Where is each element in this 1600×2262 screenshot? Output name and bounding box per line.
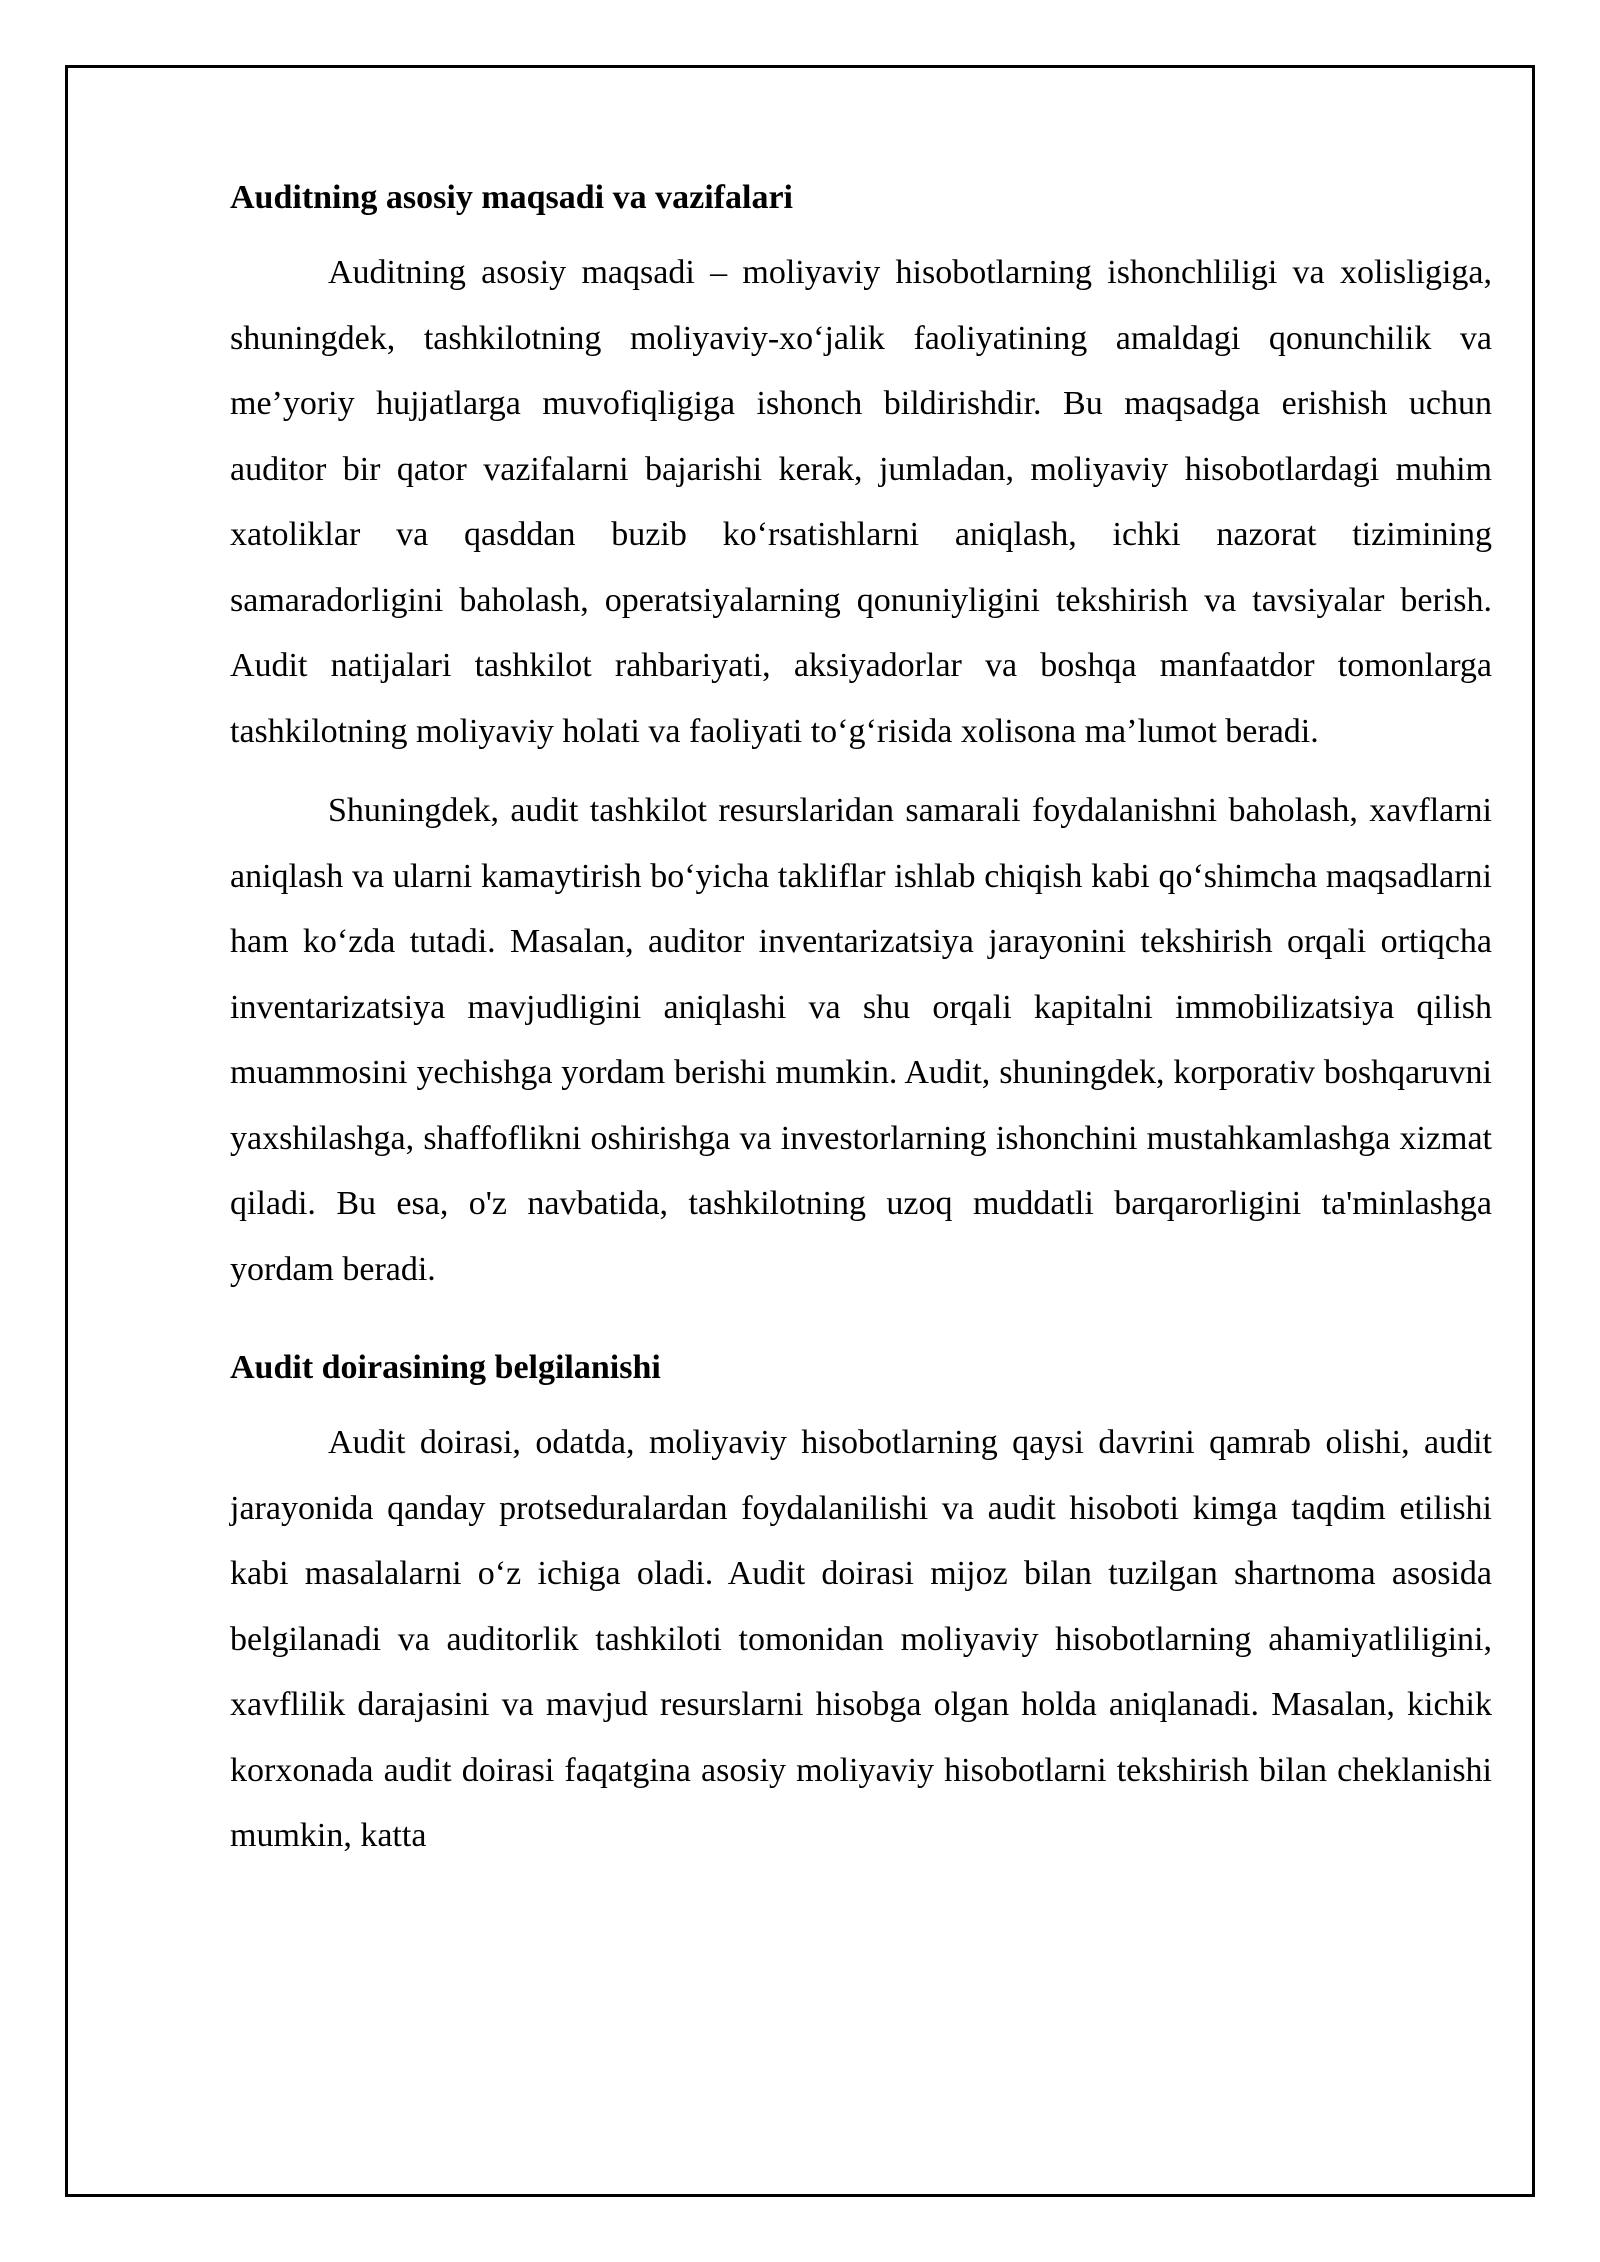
paragraph-audit-goals-1: Auditning asosiy maqsadi – moliyaviy hisobotlarning ishonchliligi va xolisligiga, shuningdek, tashkilotning moliyaviy-xo‘jalik faoliyatining amaldagi qonunchilik va me’yoriy hujjatlarga muvofiqligiga ishonch bildirishdir. Bu maqsadga erishish uchun auditor bir qator vazifalarni bajarishi kerak, jumladan, moliyaviy hisobotlardagi muhim xatoliklar va qasddan buzib ko‘rsatishlarni aniqlash, ichki nazorat tizimining samaradorligini baholash, operatsiyalarning qonuniyligini tekshirish va tavsiyalar berish. Audit natijalari tashkilot rahbariyati, aksiyadorlar va boshqa manfaatdor tomonlarga tashkilotning moliyaviy holati va faoliyati to‘g‘risida xolisona ma’lumot beradi. bbox=[230, 254, 1492, 750]
section-heading-audit-goals: Auditning asosiy maqsadi va vazifalari bbox=[230, 179, 793, 216]
section-heading-audit-scope: Audit doirasining belgilanishi bbox=[230, 1349, 661, 1386]
paragraph-audit-scope-1: Audit doirasi, odatda, moliyaviy hisobotlarning qaysi davrini qamrab olishi, audit jarayonida qanday protseduralardan foydalanilishi va audit hisoboti kimga taqdim etilishi kabi masalalarni o‘z ichiga oladi. Audit doirasi mijoz bilan tuzilgan shartnoma asosida belgilanadi va auditorlik tashkiloti tomonidan moliyaviy hisobotlarning ahamiyatliligini, xavflilik darajasini va mavjud resurslarni hisobga olgan holda aniqlanadi. Masalan, kichik korxonada audit doirasi faqatgina asosiy moliyaviy hisobotlarni tekshirish bilan cheklanishi mumkin, katta bbox=[230, 1424, 1492, 1854]
document-body bbox=[230, 170, 1492, 1883]
paragraph-audit-goals-2: Shuningdek, audit tashkilot resurslaridan samarali foydalanishni baholash, xavflarni aniqlash va ularni kamaytirish bo‘yicha takliflar ishlab chiqish kabi qo‘shimcha maqsadlarni ham ko‘zda tutadi. Masalan, auditor inventarizatsiya jarayonini tekshirish orqali ortiqcha inventarizatsiya mavjudligini aniqlashi va shu orqali kapitalni immobilizatsiya qilish muammosini yechishga yordam berishi mumkin. Audit, shuningdek, korporativ boshqaruvni yaxshilashga, shaffoflikni oshirishga va investorlarning ishonchini mustahkamlashga xizmat qiladi. Bu esa, o'z navbatida, tashkilotning uzoq muddatli barqarorligini ta'minlashga yordam beradi. bbox=[230, 792, 1492, 1288]
